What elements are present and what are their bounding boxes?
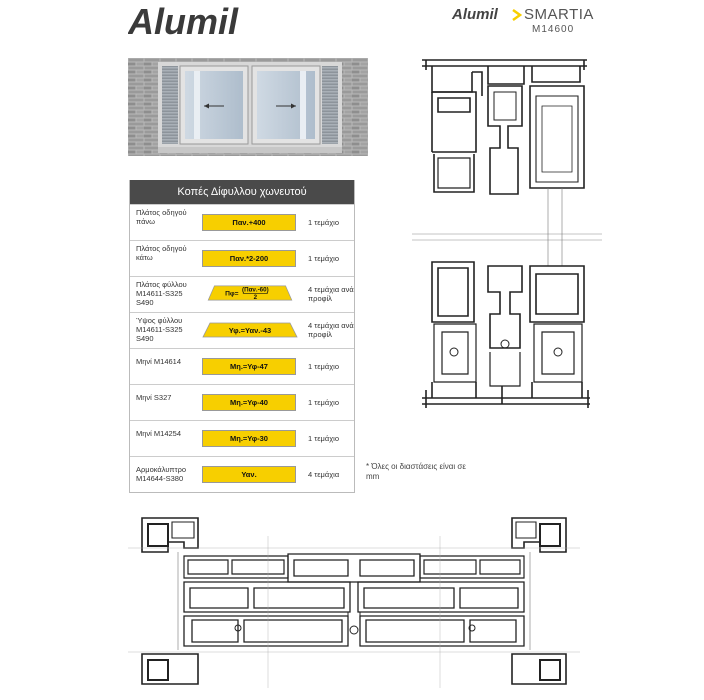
- brand-code: M14600: [532, 24, 575, 35]
- row-qty: 1 τεμάχιο: [308, 218, 339, 227]
- row-label: Μηνί M14614: [136, 357, 182, 366]
- row-qty: 1 τεμάχιο: [308, 254, 339, 263]
- row-label: Μηνί M14254: [136, 429, 182, 438]
- alumil-logo: [128, 2, 278, 42]
- row-label: Ύψος φύλλου M14611-S325 S490: [136, 316, 183, 343]
- table-row: [130, 240, 354, 276]
- row-label: Πλάτος φύλλου M14611-S325 S490: [136, 280, 187, 307]
- brand-name: Alumil: [452, 6, 498, 23]
- formula-trapezoid: [202, 322, 298, 338]
- row-qty: 4 τεμάχια: [308, 470, 340, 479]
- formula-box: Παν.+400: [202, 214, 296, 231]
- formula-box: Μη.=Υφ-40: [202, 394, 296, 411]
- row-label: Πλάτος οδηγού κάτω: [136, 244, 187, 262]
- table-row: [130, 276, 354, 312]
- row-qty: 4 τεμάχια ανά προφίλ: [308, 285, 354, 303]
- formula-lhs: Πφ=: [225, 290, 239, 298]
- vertical-section-drawing: [412, 52, 602, 414]
- table-row: [130, 384, 354, 420]
- table-row: [130, 204, 354, 240]
- table-row: [130, 312, 354, 348]
- row-label: Μηνί S327: [136, 393, 172, 402]
- row-qty: 1 τεμάχιο: [308, 398, 339, 407]
- row-qty: 4 τεμάχια ανά προφίλ: [308, 321, 354, 339]
- chevron-icon: [512, 9, 522, 21]
- product-brand: [452, 6, 622, 46]
- formula-trapezoid: [202, 285, 298, 301]
- dimensions-note: * Όλες οι διαστάσεις είναι σε mm: [366, 462, 466, 481]
- formula-denominator: 2: [253, 294, 258, 301]
- formula-text: Υφ.=Υαν.-43: [228, 326, 272, 335]
- window-illustration: [128, 58, 368, 156]
- formula-box: Μη.=Υφ-30: [202, 430, 296, 447]
- horizontal-section-drawing: [128, 512, 580, 692]
- formula-numerator: (Παν.-60): [242, 286, 269, 294]
- row-qty: 1 τεμάχιο: [308, 434, 339, 443]
- formula-box: Παν.*2-200: [202, 250, 296, 267]
- table-row: [130, 456, 354, 492]
- table-row: [130, 348, 354, 384]
- table-row: [130, 420, 354, 456]
- table-title: Κοπές Δίφυλλου χωνευτού: [130, 180, 354, 204]
- row-label: Πλάτος οδηγού πάνω: [136, 208, 187, 226]
- formula-box: Μη.=Υφ-47: [202, 358, 296, 375]
- cutting-table: [129, 180, 355, 493]
- row-qty: 1 τεμάχιο: [308, 362, 339, 371]
- formula-box: Υαν.: [202, 466, 296, 483]
- row-label: Αρμοκάλυπτρο M14644-S380: [136, 465, 187, 483]
- logo-text: Alumil: [128, 2, 239, 42]
- brand-series: SMARTIA: [524, 6, 594, 23]
